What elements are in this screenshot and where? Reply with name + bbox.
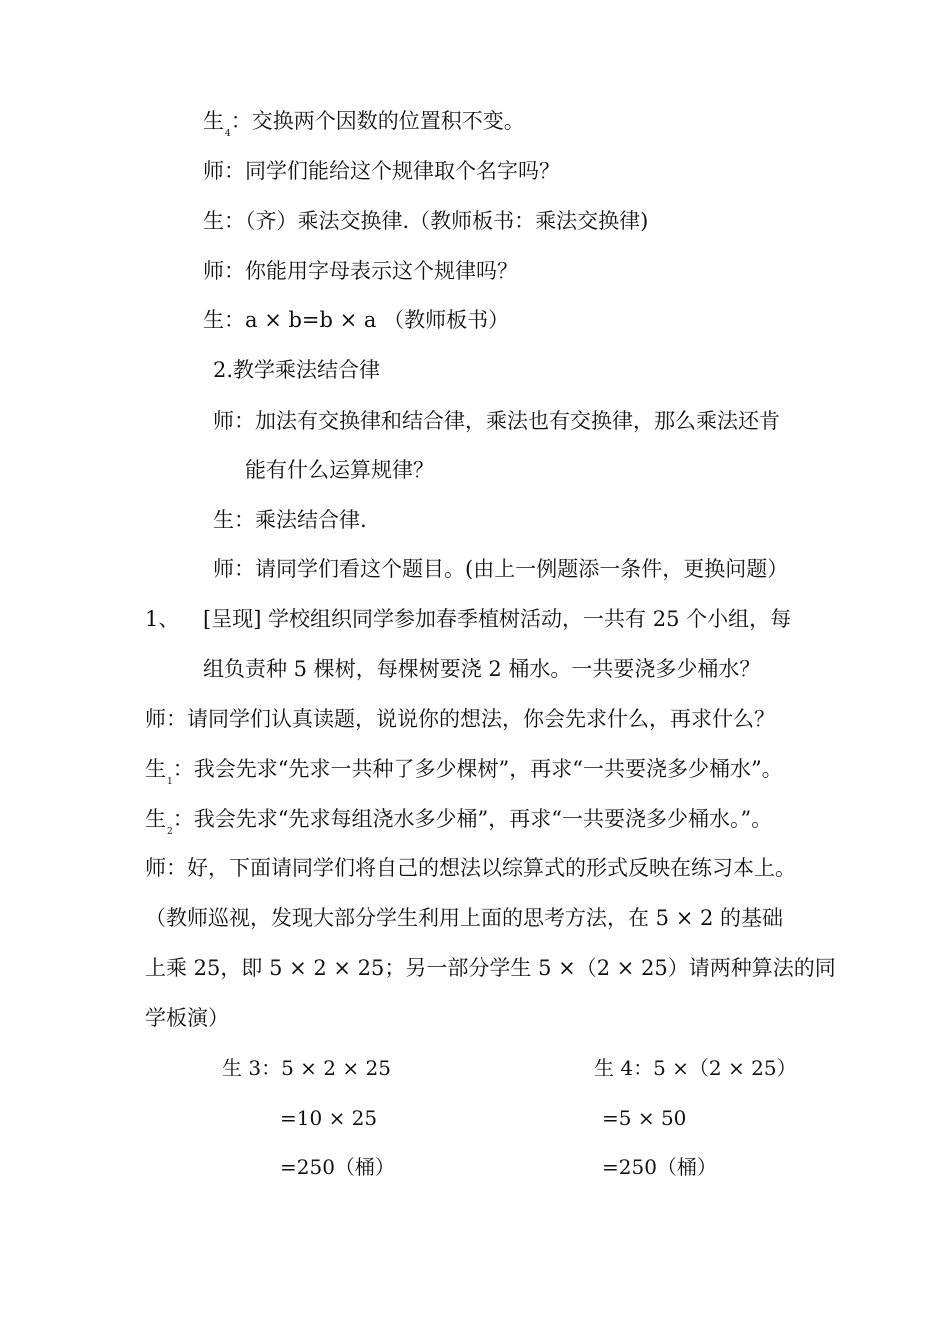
dialogue-line: 师：你能用字母表示这个规律吗？ bbox=[203, 259, 518, 283]
problem-text-continuation: 组负责种 5 棵树，每棵树要浇 2 桶水。一共要浇多少桶水？ bbox=[203, 657, 761, 681]
dialogue-line: 生：a × b=b × a （教师板书） bbox=[203, 308, 510, 332]
dialogue-line: 生：（齐）乘法交换律.（教师板书：乘法交换律) bbox=[203, 209, 649, 233]
calc-label: 生 3：5 × 2 × 25 bbox=[222, 1056, 391, 1080]
calc-step: =250（桶） bbox=[280, 1155, 395, 1179]
speaker-subscript: 4 bbox=[225, 129, 231, 139]
problem-number: 1、 bbox=[145, 607, 180, 631]
speaker: 生 bbox=[203, 109, 224, 133]
dialogue-line: 师：加法有交换律和结合律，乘法也有交换律，那么乘法还肯 bbox=[213, 409, 780, 433]
narration-line: （教师巡视，发现大部分学生利用上面的思考方法，在 5 × 2 的基础 bbox=[145, 906, 784, 930]
speaker-subscript: 1 bbox=[167, 777, 173, 787]
speaker-subscript: 2 bbox=[167, 827, 173, 837]
section-heading: 2.教学乘法结合律 bbox=[213, 358, 381, 382]
dialogue-line bbox=[145, 756, 783, 787]
dialogue-line: 师：好，下面请同学们将自己的想法以综算式的形式反映在练习本上。 bbox=[145, 856, 796, 880]
line-text: ：我会先求“先求每组浇水多少桶”，再求“一共要浇多少桶水。”。 bbox=[172, 807, 773, 831]
dialogue-line: 生：乘法结合律. bbox=[213, 508, 367, 532]
dialogue-line: 师：请同学们认真读题，说说你的想法，你会先求什么，再求什么？ bbox=[145, 707, 775, 731]
calc-step: =5 × 50 bbox=[602, 1106, 687, 1130]
calc-step: =250（桶） bbox=[602, 1155, 717, 1179]
narration-line: 上乘 25，即 5 × 2 × 25；另一部分学生 5 ×（2 × 25）请两种算法的同 bbox=[145, 956, 836, 980]
line-text: ：我会先求“先求一共种了多少棵树”，再求“一共要浇多少桶水”。 bbox=[172, 757, 783, 781]
dialogue-line: 师：同学们能给这个规律取个名字吗？ bbox=[203, 159, 560, 183]
speaker: 生 bbox=[145, 807, 166, 831]
calc-step: =10 × 25 bbox=[280, 1106, 378, 1130]
dialogue-line bbox=[145, 806, 772, 837]
calc-label: 生 4：5 ×（2 × 25） bbox=[594, 1056, 797, 1080]
dialogue-line-continuation: 能有什么运算规律？ bbox=[245, 458, 434, 482]
line-text: ：交换两个因数的位置积不变。 bbox=[230, 109, 525, 133]
speaker: 生 bbox=[145, 757, 166, 781]
dialogue-line bbox=[203, 108, 525, 139]
problem-text: [呈现] 学校组织同学参加春季植树活动，一共有 25 个小组，每 bbox=[203, 607, 792, 631]
narration-line: 学板演） bbox=[145, 1006, 229, 1030]
dialogue-line: 师：请同学们看这个题目。(由上一例题添一条件，更换问题） bbox=[213, 557, 789, 581]
